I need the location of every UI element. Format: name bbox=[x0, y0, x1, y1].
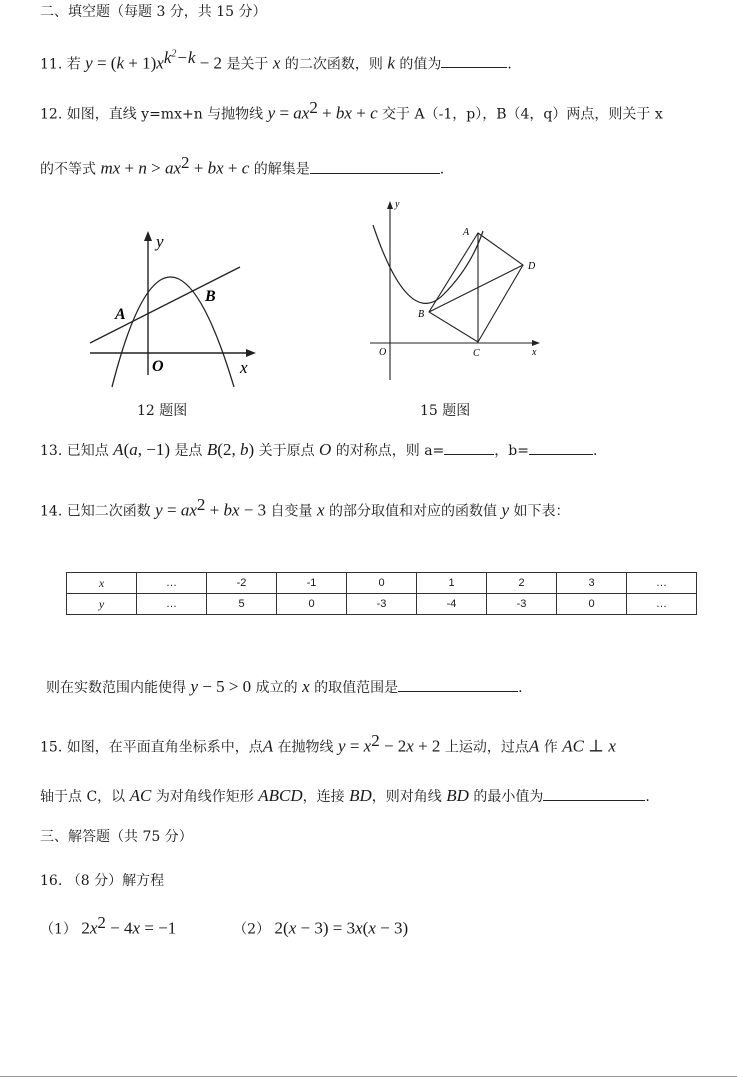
q11-text-b: 是关于 bbox=[226, 56, 269, 73]
fig12-parabola bbox=[112, 277, 234, 387]
q11-answer-blank[interactable] bbox=[441, 53, 507, 68]
q14-inequality: y bbox=[190, 677, 198, 696]
q14-formula: y bbox=[155, 500, 163, 520]
q16-part1-equation: 2 bbox=[81, 918, 90, 938]
q13-text-a: 13. 已知点 bbox=[40, 443, 109, 459]
table-cell: -3 bbox=[347, 594, 417, 615]
q15-line2-e: 的最小值为 bbox=[473, 789, 544, 805]
table-cell: … bbox=[137, 573, 207, 594]
fig15-caption: 15 题图 bbox=[420, 403, 471, 419]
q12-text-1: 12. 如图，直线 y=mx+n 与抛物线 bbox=[40, 106, 264, 123]
q14-text-d: 如下表： bbox=[513, 503, 570, 520]
fig15-label-d: D bbox=[528, 261, 536, 272]
question-12-line2: 的不等式 mx + $n > ax^2$ + bx + c 的解集是 . bbox=[40, 153, 445, 178]
table-cell-label-y: y bbox=[67, 594, 137, 615]
fig15-label-c: C bbox=[473, 348, 480, 359]
fig12-label-y: y bbox=[156, 232, 164, 251]
q11-number: 11. bbox=[40, 56, 63, 73]
fig15-label-x: x bbox=[532, 347, 537, 358]
q13-text-c: 关于原点 bbox=[258, 443, 315, 459]
q15-line2-a: 轴于点 C，以 bbox=[40, 789, 126, 805]
fig12-caption: 12 题图 bbox=[137, 403, 188, 419]
q13-text-d: 的对称点，则 a= bbox=[335, 443, 445, 459]
table-cell: -4 bbox=[417, 594, 487, 615]
q12-parabola-formula: y bbox=[267, 103, 276, 123]
table-cell: 2 bbox=[487, 573, 557, 594]
q15-text-d: 作 bbox=[543, 739, 558, 756]
fig15-x-arrow bbox=[532, 340, 540, 346]
q15-text-b: 在抛物线 bbox=[277, 739, 334, 756]
table-cell: 0 bbox=[277, 594, 347, 615]
fig12-y-arrow bbox=[144, 231, 152, 241]
figure-15 bbox=[365, 195, 555, 385]
q15-text-c: 上运动，过点 bbox=[444, 739, 529, 756]
table-cell: … bbox=[137, 594, 207, 615]
fig12-label-a: A bbox=[115, 306, 126, 323]
q14-follow-b: 成立的 bbox=[255, 680, 298, 696]
question-11: 11. 若 $y = (k + 1)x^{k^2-k} - 2$ 是关于 x 的二次函数，则 k 的值为 . bbox=[40, 47, 512, 73]
q12-text-2a: 的不等式 bbox=[40, 161, 96, 178]
table-row-x bbox=[67, 573, 697, 594]
q15-line2-c: ，连接 bbox=[302, 789, 345, 805]
q15-text-a: 如图，在平面直角坐标系中，点 bbox=[66, 739, 263, 756]
question-13: 13. 已知点 A(a, −1) 是点 B(2, b) 关于原点 O 的对称点，则 a= ，b= . bbox=[40, 440, 598, 459]
question-14-followup: 则在实数范围内能使得 y − 5 > 0 成立的 x 的取值范围是 . bbox=[46, 677, 523, 696]
q13-point-a: A bbox=[113, 440, 124, 459]
q14-text-b: 自变量 bbox=[270, 503, 313, 520]
q16-part1-label: （1） bbox=[40, 921, 77, 938]
question-16-parts: （1） $2x^2 - 4x = -1$ （2） 2(x − 3) = 3x(x − 3) bbox=[40, 913, 409, 938]
table-cell: -2 bbox=[207, 573, 277, 594]
q12-inequality: mx bbox=[100, 158, 121, 178]
fig15-y-arrow bbox=[387, 201, 393, 209]
q14-follow-c: 的取值范围是 bbox=[314, 680, 399, 696]
section2-heading: 二、填空题（每题 3 分，共 15 分） bbox=[40, 4, 267, 20]
q16-part2-label: （2） bbox=[233, 921, 271, 938]
question-12-line1: 12. 如图，直线 y=mx+n 与抛物线 $y = ax^2$ + bx + c 交于 A（-1，p），B（4，q）两点，则关于 x bbox=[40, 98, 663, 123]
fig15-label-o: O bbox=[379, 347, 387, 358]
question-16-title: 16. （8 分）解方程 bbox=[40, 873, 165, 889]
question-14: 14. 已知二次函数 $y = ax^2$ + bx − 3 自变量 x 的部分取值和对应的函数值 y 如下表： bbox=[40, 495, 570, 520]
question-15-line2: 轴于点 C，以 AC 为对角线作矩形 ABCD，连接 BD，则对角线 BD 的最小值为 . bbox=[40, 786, 650, 805]
q12-text-2b: 的解集是 bbox=[253, 161, 310, 178]
q13-text-b: 是点 bbox=[174, 443, 203, 459]
q16-part2-equation: 2( bbox=[274, 918, 289, 938]
q12-answer-blank[interactable] bbox=[310, 159, 440, 174]
q12-text-1b: 交于 A（-1，p），B（4，q）两点，则关于 x bbox=[382, 106, 663, 123]
fig12-label-b: B bbox=[205, 288, 216, 305]
q15-answer-blank[interactable] bbox=[543, 786, 645, 801]
q14-value-table bbox=[66, 572, 697, 615]
section3-heading: 三、解答题（共 75 分） bbox=[40, 829, 193, 845]
q15-number: 15. bbox=[40, 739, 63, 756]
table-cell: -3 bbox=[487, 594, 557, 615]
q14-follow-a: 则在实数范围内能使得 bbox=[46, 680, 186, 696]
q14-answer-blank[interactable] bbox=[398, 677, 518, 692]
q13-blank-b[interactable] bbox=[529, 440, 593, 455]
q13-blank-a[interactable] bbox=[444, 440, 494, 455]
q11-text-a: 若 bbox=[66, 56, 81, 73]
table-cell: -1 bbox=[277, 573, 347, 594]
question-15-line1: 15. 如图，在平面直角坐标系中，点A 在抛物线 $y = x^2 - 2x + 2$ 上运动，过点A 作 AC ⊥ x bbox=[40, 731, 616, 756]
q11-text-c: 的二次函数，则 bbox=[284, 56, 383, 73]
table-cell: 3 bbox=[557, 573, 627, 594]
fig12-label-x: x bbox=[240, 358, 248, 377]
fig15-label-a: A bbox=[463, 227, 470, 238]
q13-point-b: B bbox=[206, 440, 218, 459]
page-bottom-rule bbox=[0, 1076, 737, 1077]
table-cell: 0 bbox=[347, 573, 417, 594]
q13-text-e: ，b= bbox=[494, 443, 529, 459]
q15-line2-d: ，则对角线 bbox=[371, 789, 442, 805]
figure-12 bbox=[80, 225, 270, 395]
table-cell: … bbox=[627, 573, 697, 594]
fig15-label-y: y bbox=[395, 199, 400, 210]
table-row-y bbox=[67, 594, 697, 615]
table-cell: 1 bbox=[417, 573, 487, 594]
q15-line2-b: 为对角线作矩形 bbox=[155, 789, 254, 805]
fig15-label-b: B bbox=[418, 309, 425, 320]
table-cell-label-x: x bbox=[67, 573, 137, 594]
table-cell: 5 bbox=[207, 594, 277, 615]
q15-formula: y bbox=[338, 736, 346, 756]
q11-formula: y bbox=[85, 53, 93, 73]
fig12-x-arrow bbox=[246, 349, 256, 357]
fig12-label-o: O bbox=[152, 358, 164, 375]
q11-text-d: 的值为 bbox=[399, 56, 442, 73]
table-cell: 0 bbox=[557, 594, 627, 615]
q14-text-a: 14. 已知二次函数 bbox=[40, 503, 151, 520]
table-cell: … bbox=[627, 594, 697, 615]
q14-text-c: 的部分取值和对应的函数值 bbox=[329, 503, 497, 520]
